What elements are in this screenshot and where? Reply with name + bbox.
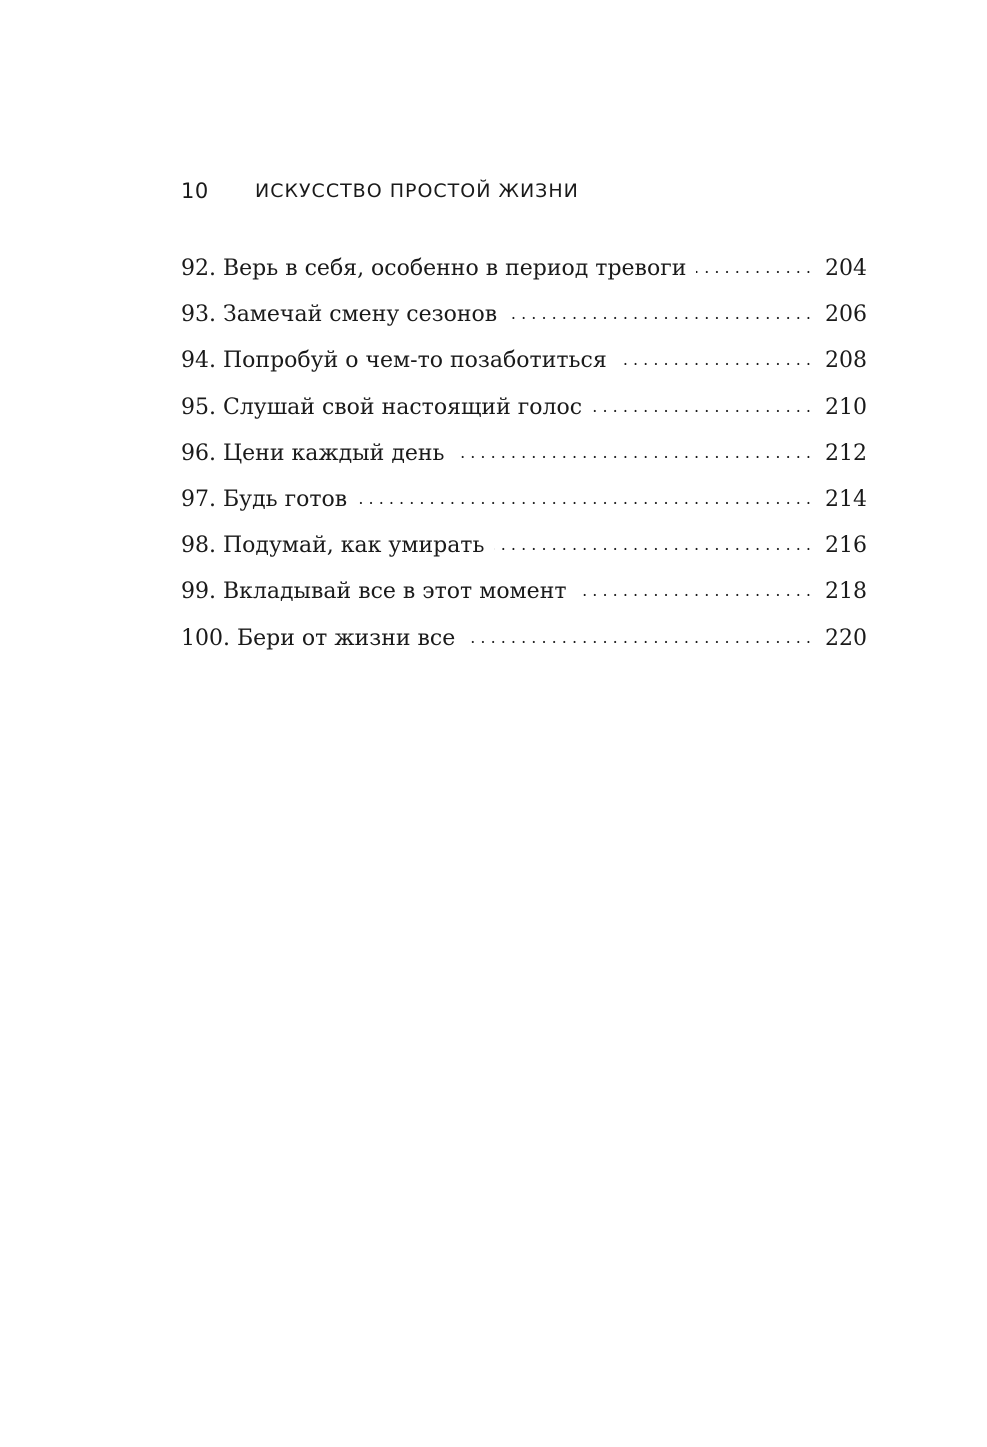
toc-entry-page: 216 [825,533,867,559]
toc-entry-title: 97. Будь готов [181,486,348,512]
toc-entry-96 [181,435,867,481]
toc-entry-title: 93. Замечай смену сезонов [181,302,498,328]
toc-entry-100 [181,620,867,666]
toc-entry-title: 96. Цени каждый день [181,440,445,466]
dot-leader [465,619,811,657]
toc-entry-title: 99. Вкладывай все в этот момент [181,579,567,605]
toc-entry-92 [181,250,867,296]
toc-entry-97 [181,481,867,527]
toc-entry-94 [181,342,867,388]
dot-leader [357,480,811,518]
toc-entry-page: 212 [825,440,867,466]
running-head [181,176,867,206]
toc-entry-page: 206 [825,302,867,328]
book-title: ИСКУССТВО ПРОСТОЙ ЖИЗНИ [255,180,579,202]
toc-entry-title: 92. Верь в себя, особенно в период тревоги [181,256,687,281]
toc-entry-title: 98. Подумай, как умирать [181,533,485,559]
toc-entry-page: 218 [825,579,867,605]
toc-entry-99 [181,573,867,619]
dot-leader [617,341,811,379]
toc-entry-title: 94. Попробуй о чем-то позаботиться [181,348,607,374]
dot-leader [455,434,811,472]
toc-entry-page: 220 [825,625,867,651]
toc-entry-title: 95. Слушай свой настоящий голос [181,394,583,420]
dot-leader [507,295,811,333]
dot-leader [577,572,811,610]
toc-entry-page: 210 [825,394,867,420]
page-number: 10 [181,179,209,203]
toc-entry-title: 100. Бери от жизни все [181,625,456,651]
toc-entry-95 [181,389,867,435]
dot-leader [696,249,811,287]
toc-entry-93 [181,296,867,342]
dot-leader [592,388,811,426]
table-of-contents [181,250,867,666]
toc-entry-page: 214 [825,486,867,512]
toc-entry-page: 204 [825,256,867,281]
toc-entry-page: 208 [825,348,867,374]
toc-entry-98 [181,527,867,573]
dot-leader [494,526,811,564]
